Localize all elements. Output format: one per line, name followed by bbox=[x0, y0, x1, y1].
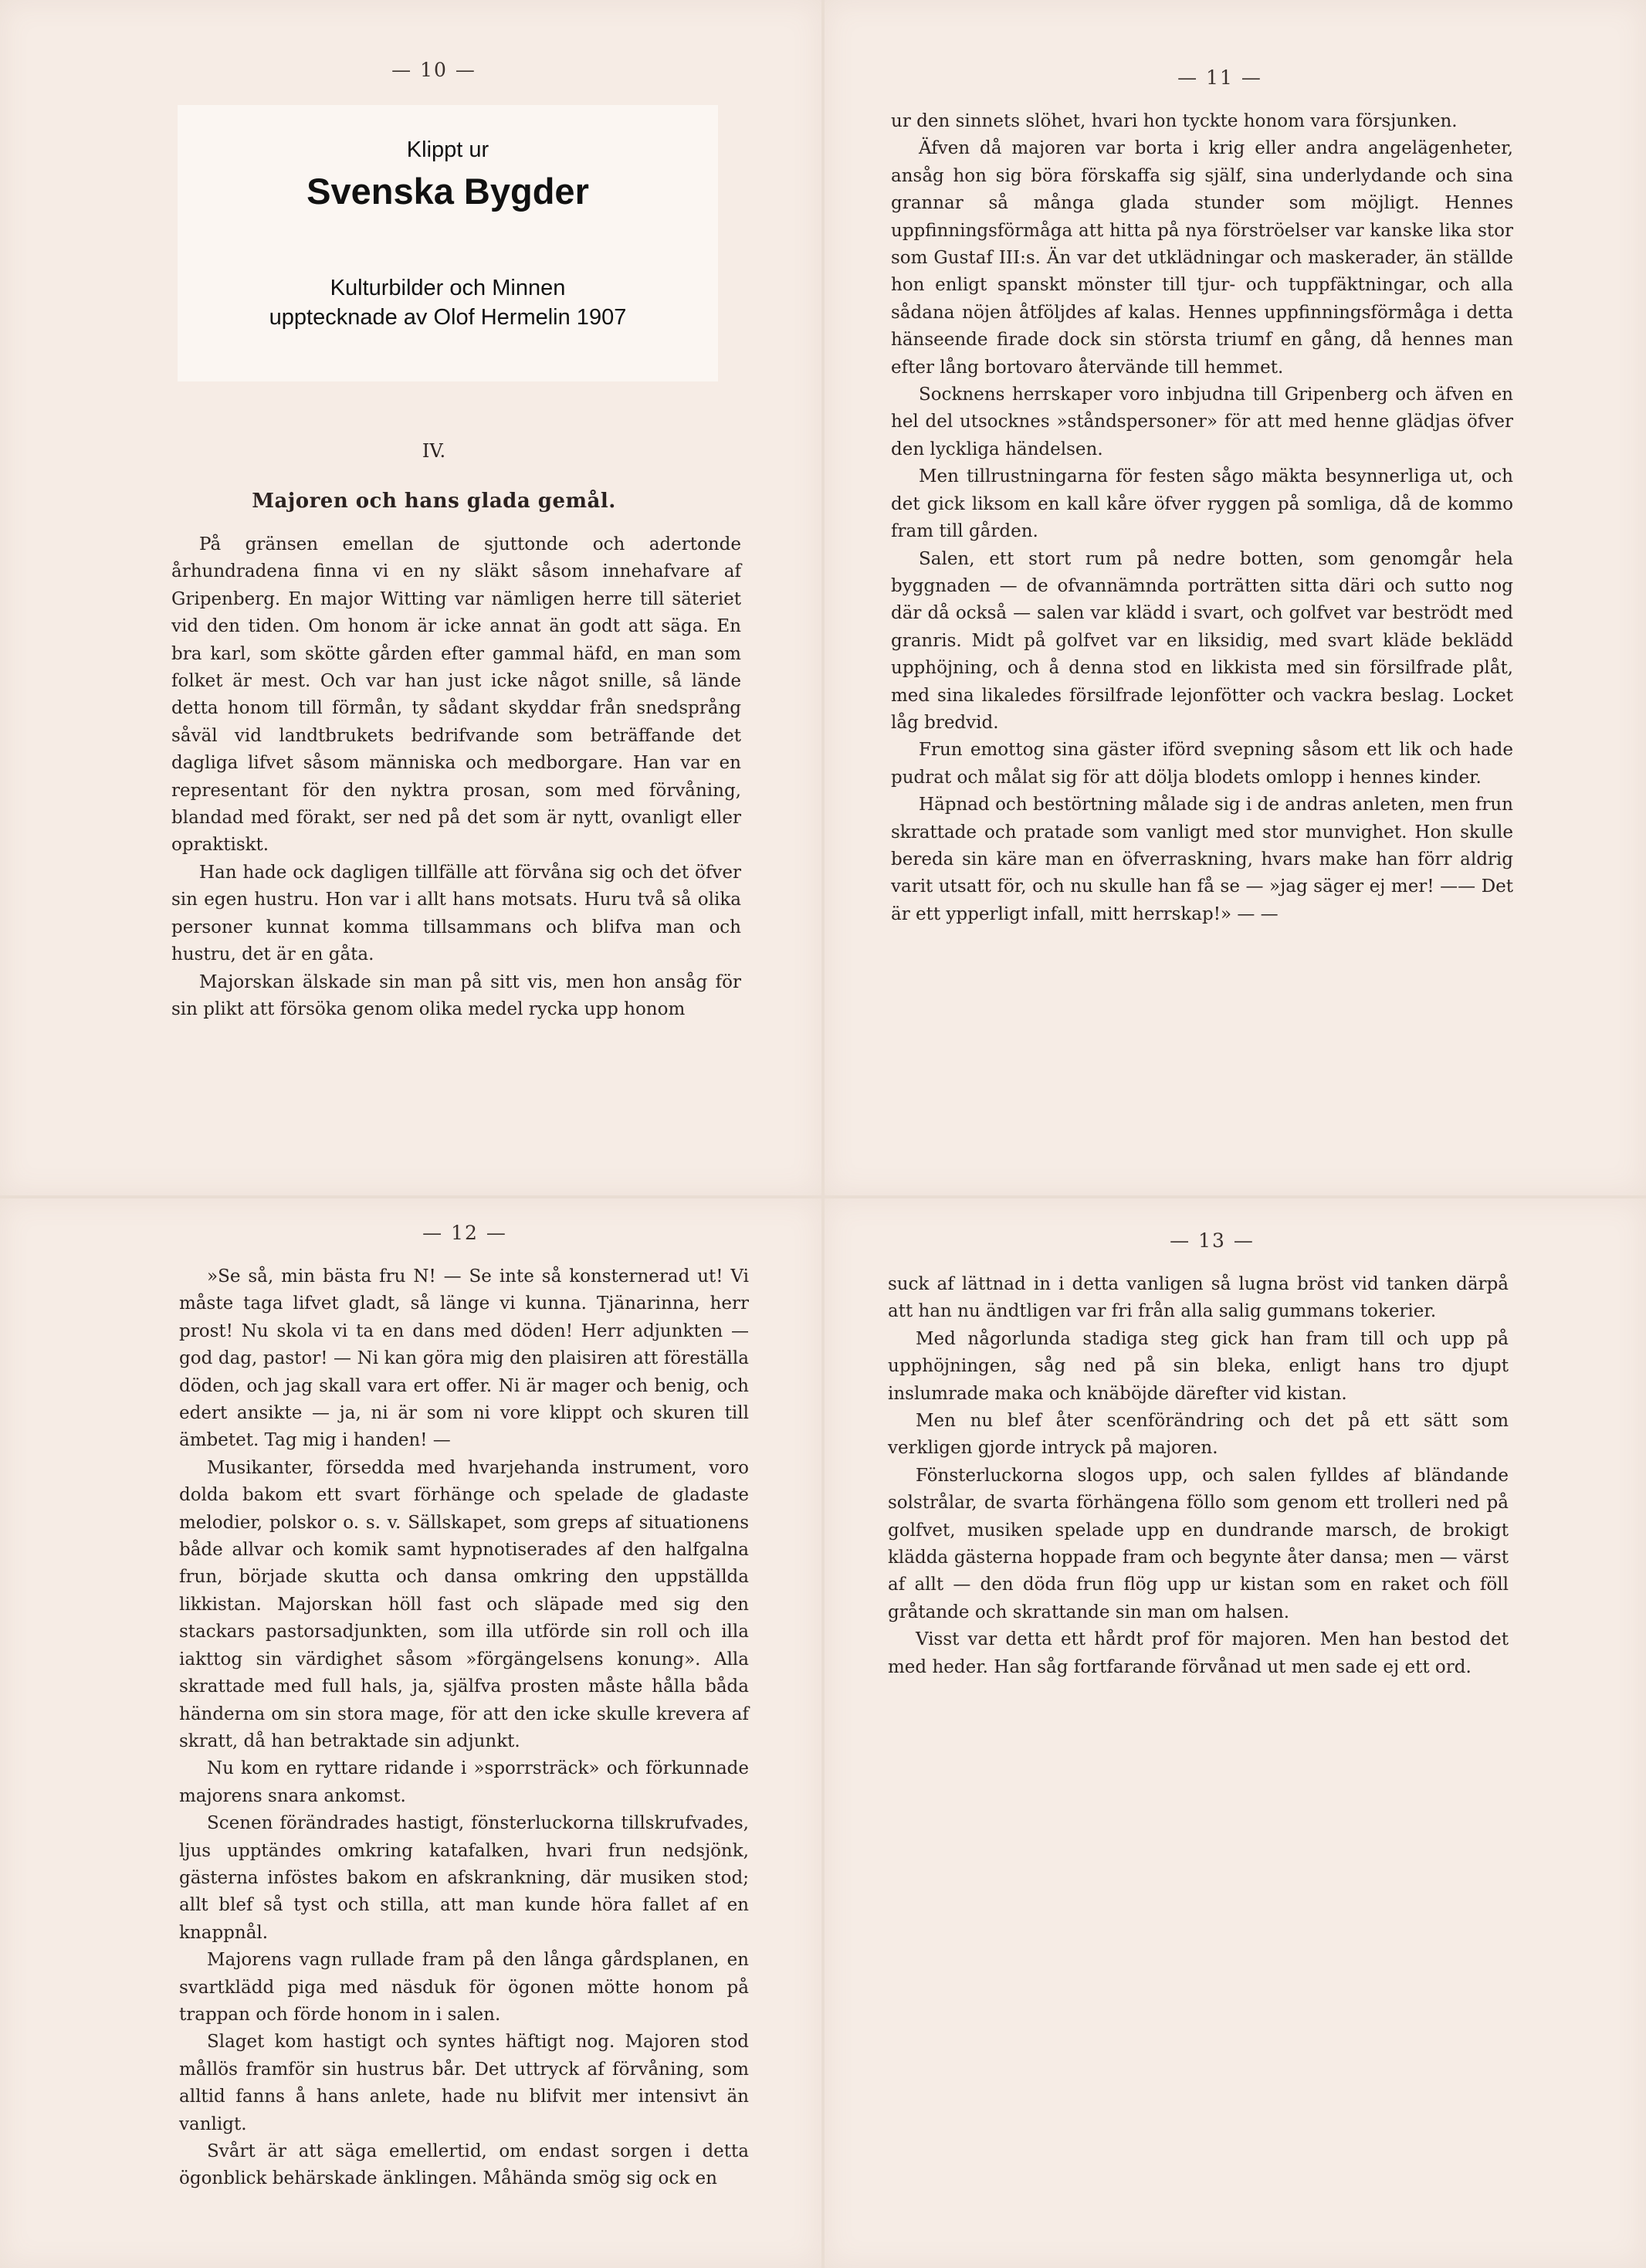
clipping-title: Svenska Bygder bbox=[307, 171, 589, 212]
page-10 bbox=[0, 0, 821, 1195]
clipping-subtitle-line2: upptecknade av Olof Hermelin 1907 bbox=[269, 305, 627, 330]
paragraph: Häpnad och bestörtning målade sig i de andras anleten, men frun skrattade och pratade som vanligt med stor munvighet. Hon skulle bereda sin käre man en öfverraskning, hvars make han förr aldrig varit utsatt för, och nu skulle han få se — »jag säger ej mer! —— Det är ett ypperligt infall, mitt herrskap!» — — bbox=[891, 795, 1513, 924]
paragraph: Nu kom en ryttare ridande i »sporrsträck» och förkunnade majorens snara ankomst. bbox=[179, 1758, 749, 1806]
page-10-body bbox=[171, 531, 741, 1023]
paragraph: Han hade ock dagligen tillfälle att förvåna sig och det öfver sin egen hustru. Hon var i allt hans motsats. Huru två så olika personer kunnat komma tillsammans och blifva man och hustru, det är en gåta. bbox=[171, 862, 741, 965]
paragraph: Visst var detta ett hårdt prof för majoren. Men han bestod det med heder. Han såg fortfarande förvånad ut men sade ej ett ord. bbox=[888, 1629, 1509, 1677]
page-12 bbox=[0, 1198, 821, 2268]
paragraph: ur den sinnets slöhet, hvari hon tyckte honom vara försjunken. bbox=[891, 111, 1458, 131]
paragraph: Scenen förändrades hastigt, fönsterluckorna tillskrufvades, ljus upptändes omkring katafalken, hvari frun nedsjönk, gästerna inföstes bakom en afskrankning, där musiken stod; allt blef så tyst och stilla, att man kunde höra fallet af en knappnål. bbox=[179, 1813, 749, 1943]
paragraph: suck af lättnad in i detta vanligen så lugna bröst vid tanken därpå att han nu ändtligen var fri från alla salig gummans tokerier. bbox=[888, 1274, 1509, 1322]
paragraph: Äfven då majoren var borta i krig eller andra angelägenheter, ansåg hon sig böra förskaffa sig själf, sina underlydande och sina grannar så många glada stunder som möjligt. Hennes uppfinningsförmåga att hitta på nya förströelser var kanske lika stor som Gustaf III:s. Än var det utklädningar och maskerader, än ställde hon enligt spanskt mönster till tjur- och tuppfäktningar, och alla sådana nöjen åtföljdes af kalas. Hennes uppfinningsförmåga i detta hänseende firade dock sin största triumf en gång, då hennes man efter lång bortovaro återvände till hemmet. bbox=[891, 138, 1513, 378]
page-13 bbox=[825, 1198, 1646, 2268]
paragraph: Med någorlunda stadiga steg gick han fram till och upp på upphöjningen, såg ned på sin bleka, enligt hans tro djupt inslumrade maka och knäböjde därefter vid kistan. bbox=[888, 1328, 1509, 1404]
paragraph: »Se så, min bästa fru N! — Se inte så konsternerad ut! Vi måste taga lifvet gladt, så länge vi kunna. Tjänarinna, herr prost! Nu skola vi ta en dans med döden! Herr adjunkten — god dag, pastor! — Ni kan göra mig den plaisiren att föreställa döden, och jag skall vara ert offer. Ni är mager och benig, och edert ansikte — ja, ni är som ni vore klippt och skuren till ämbetet. Tag mig i handen! — bbox=[179, 1266, 749, 1451]
page-12-body bbox=[179, 1263, 749, 2193]
clipping-label: Klippt ur bbox=[406, 137, 489, 162]
paragraph: Frun emottog sina gäster iförd svepning såsom ett lik och hade pudrat och målat sig för att dölja blodets omlopp i hennes kinder. bbox=[891, 740, 1513, 788]
paragraph: Musikanter, försedda med hvarjehanda instrument, voro dolda bakom ett svart förhänge och spelade de gladaste melodier, polskor o. s. v. Sällskapet, som greps af situationens både allvar och komik samt hypnotiserades af den halfgalna frun, började skutta och dansa omkring den uppställda likkistan. Majorskan höll fast och släpade med sig den stackars pastorsadjunkten, som illa utförde sin roll och illa iakttog sin värdighet såsom »förgängelsens konung». Alla skrattade med full hals, ja, själfva prosten måste hålla båda händerna om sin stora mage, för att den icke skulle krevera af skratt, då han betraktade sin adjunkt. bbox=[179, 1457, 749, 1751]
page-number: — 12 — bbox=[422, 1222, 507, 1244]
page-11-body bbox=[891, 108, 1513, 928]
chapter-heading: Majoren och hans glada gemål. bbox=[252, 490, 616, 513]
clipping-subtitle-line1: Kulturbilder och Minnen bbox=[330, 276, 566, 300]
paragraph: Majorens vagn rullade fram på den långa gårdsplanen, en svartklädd piga med näsduk för ögonen mötte honom på trappan och förde honom in i salen. bbox=[179, 1950, 749, 2025]
paragraph: Majorskan älskade sin man på sitt vis, men hon ansåg för sin plikt att försöka genom olika medel rycka upp honom bbox=[171, 971, 741, 1019]
paragraph: Men tillrustningarna för festen sågo mäkta besynnerliga ut, och det gick liksom en kall kåre öfver ryggen på somliga, då de kommo fram till gården. bbox=[891, 466, 1513, 542]
clipping-label-box bbox=[178, 105, 718, 381]
page-number: — 10 — bbox=[391, 59, 476, 81]
paragraph: Socknens herrskaper voro inbjudna till Gripenberg och äfven en hel del utsocknes »ståndspersoner» för att med henne glädjas öfver den lyckliga händelsen. bbox=[891, 385, 1513, 459]
page-11 bbox=[825, 0, 1646, 1195]
clipping-subtitle bbox=[178, 273, 718, 332]
paragraph: Salen, ett stort rum på nedre botten, som genomgår hela byggnaden — de ofvannämnda porträtten sitta däri och sutto nog där då också — salen var klädd i svart, och golfvet var beströdt med granris. Midt på golfvet var en liksidig, med svart kläde beklädd upphöjning, och å denna stod en likkista med sin försilfrade plåt, med sina likaledes försilfrade lejonfötter och vackra beslag. Locket låg bredvid. bbox=[891, 548, 1513, 733]
page-number: — 11 — bbox=[1177, 66, 1262, 89]
paragraph: Fönsterluckorna slogos upp, och salen fylldes af bländande solstrålar, de svarta förhängena föllo som genom ett trolleri ned på golfvet, musiken spelade upp en dundrande marsch, de brokigt klädda gästerna hoppade fram och begynte åter dansa; men — värst af allt — den döda frun flög upp ur kistan som en raket och föll gråtande och skrattande sin man om halsen. bbox=[888, 1465, 1509, 1622]
page-number: — 13 — bbox=[1170, 1229, 1255, 1252]
paragraph: På gränsen emellan de sjuttonde och adertonde århundradena finna vi en ny släkt såsom innehafvare af Gripenberg. En major Witting var nämligen herre till säteriet vid den tiden. Om honom är icke annat än godt att säga. En bra karl, som skötte gården efter gammal häfd, en man som folket är mest. Och var han just icke något snille, så lände detta honom till förmån, ty sådant skyddar från snedsprång såväl vid landtbrukets bedrifvande som beträffande det dagliga lifvet såsom människa och medborgare. Han var en representant för den nyktra prosan, som med förvåning, blandad med förakt, ser ned på det som är nytt, ovanligt eller opraktiskt. bbox=[171, 534, 741, 856]
page-13-body bbox=[888, 1271, 1509, 1681]
paragraph: Svårt är att säga emellertid, om endast sorgen i detta ögonblick behärskade änklingen. Måhända smög sig ock en bbox=[179, 2141, 749, 2189]
paragraph: Men nu blef åter scenförändring och det på ett sätt som verkligen gjorde intryck på majoren. bbox=[888, 1411, 1509, 1459]
paragraph: Slaget kom hastigt och syntes häftigt nog. Majoren stod mållös framför sin hustrus bår. Det uttryck af förvåning, som alltid fanns å hans anlete, hade nu blifvit mer intensivt än vanligt. bbox=[179, 2032, 749, 2134]
chapter-number: IV. bbox=[422, 440, 446, 462]
